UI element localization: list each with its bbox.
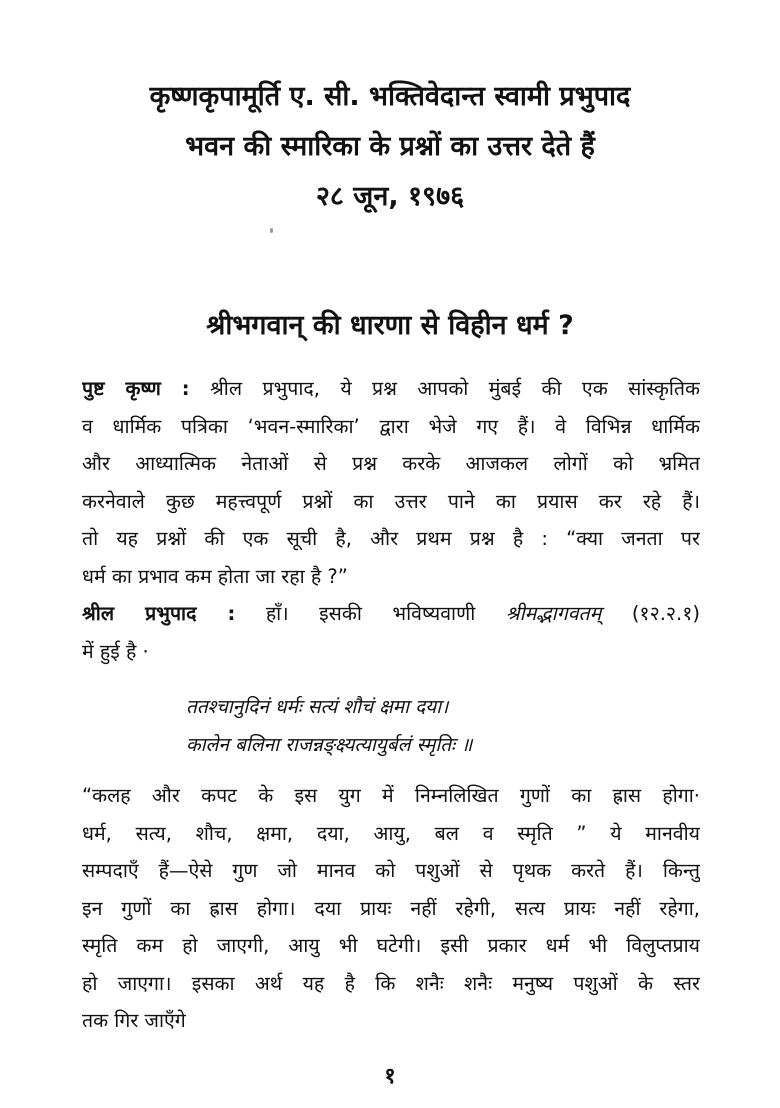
speaker-label: पुष्ट कृष्ण : xyxy=(82,377,190,400)
text-line: धर्म का प्रभाव कम होता जा रहा है ?” xyxy=(82,564,348,588)
page-number: १ xyxy=(384,1064,396,1089)
verse-line: कालेन बलिना राजन्नङ्क्ष्यत्यायुर्बलं स्मृतिः ॥ xyxy=(186,734,473,756)
paragraph-translation xyxy=(82,777,700,1040)
text-line: हो जाएगा। इसका अर्थ यह है कि शनैः शनैः मनुष्य पशुओं के स्तर xyxy=(82,971,700,995)
text-span: श्रील प्रभुपाद, ये प्रश्न आपको मुंबई की एक सांस्कृतिक xyxy=(210,377,700,400)
paragraph-question xyxy=(82,370,700,670)
text-line xyxy=(82,370,700,408)
text-line xyxy=(82,595,700,633)
header-subtitle-line: भवन की स्मारिका के प्रश्नों का उत्तर देते हैं xyxy=(185,131,595,162)
scripture-title: श्रीमद्भागवतम् xyxy=(505,602,602,625)
sanskrit-verse xyxy=(186,688,706,764)
text-line: तक गिर जाएँगे xyxy=(82,1009,186,1032)
section-title: श्रीभगवान् की धारणा से विहीन धर्म ? xyxy=(206,310,574,341)
header-date: २८ जून, १९७६ xyxy=(315,181,465,212)
chapter-header xyxy=(60,72,720,222)
text-line: इन गुणों का ह्रास होगा। दया प्रायः नहीं रहेगी, सत्य प्रायः नहीं रहेगा, xyxy=(82,896,700,920)
print-speck xyxy=(270,228,273,233)
text-line: तो यह प्रश्नों की एक सूची है, और प्रथम प्रश्न है : “क्या जनता पर xyxy=(82,527,700,550)
text-line: करनेवाले कुछ महत्त्वपूर्ण प्रश्नों का उत्तर पाने का प्रयास कर रहे हैं। xyxy=(82,489,700,513)
text-span: हाँ। इसकी भविष्यवाणी xyxy=(265,602,476,625)
text-line: में हुई है · xyxy=(82,639,149,663)
text-line: धर्म, सत्य, शौच, क्षमा, दया, आयु, बल व स्मृति ” ये मानवीय xyxy=(82,821,700,845)
speaker-label: श्रील प्रभुपाद : xyxy=(82,602,236,625)
text-line: और आध्यात्मिक नेताओं से प्रश्न करके आजकल लोगों को भ्रमित xyxy=(82,452,700,475)
verse-reference: (१२.२.१) xyxy=(631,602,700,625)
header-author-line: कृष्णकृपामूर्ति ए. सी. भक्तिवेदान्त स्वामी प्रभुपाद xyxy=(149,81,631,112)
verse-line: ततश्चानुदिनं धर्मः सत्यं शौचं क्षमा दया। xyxy=(186,696,449,718)
text-line: स्मृति कम हो जाएगी, आयु भी घटेगी। इसी प्रकार धर्म भी विलुप्तप्राय xyxy=(82,934,700,957)
text-line: व धार्मिक पत्रिका ‘भवन-स्मारिका’ द्वारा भेजे गए हैं। वे विभिन्न धार्मिक xyxy=(82,414,700,438)
text-line: सम्पदाएँ हैं—ऐसे गुण जो मानव को पशुओं से पृथक करते हैं। किन्तु xyxy=(82,859,700,882)
text-line: “कलह और कपट के इस युग में निम्नलिखित गुणों का ह्रास होगा· xyxy=(82,784,700,807)
